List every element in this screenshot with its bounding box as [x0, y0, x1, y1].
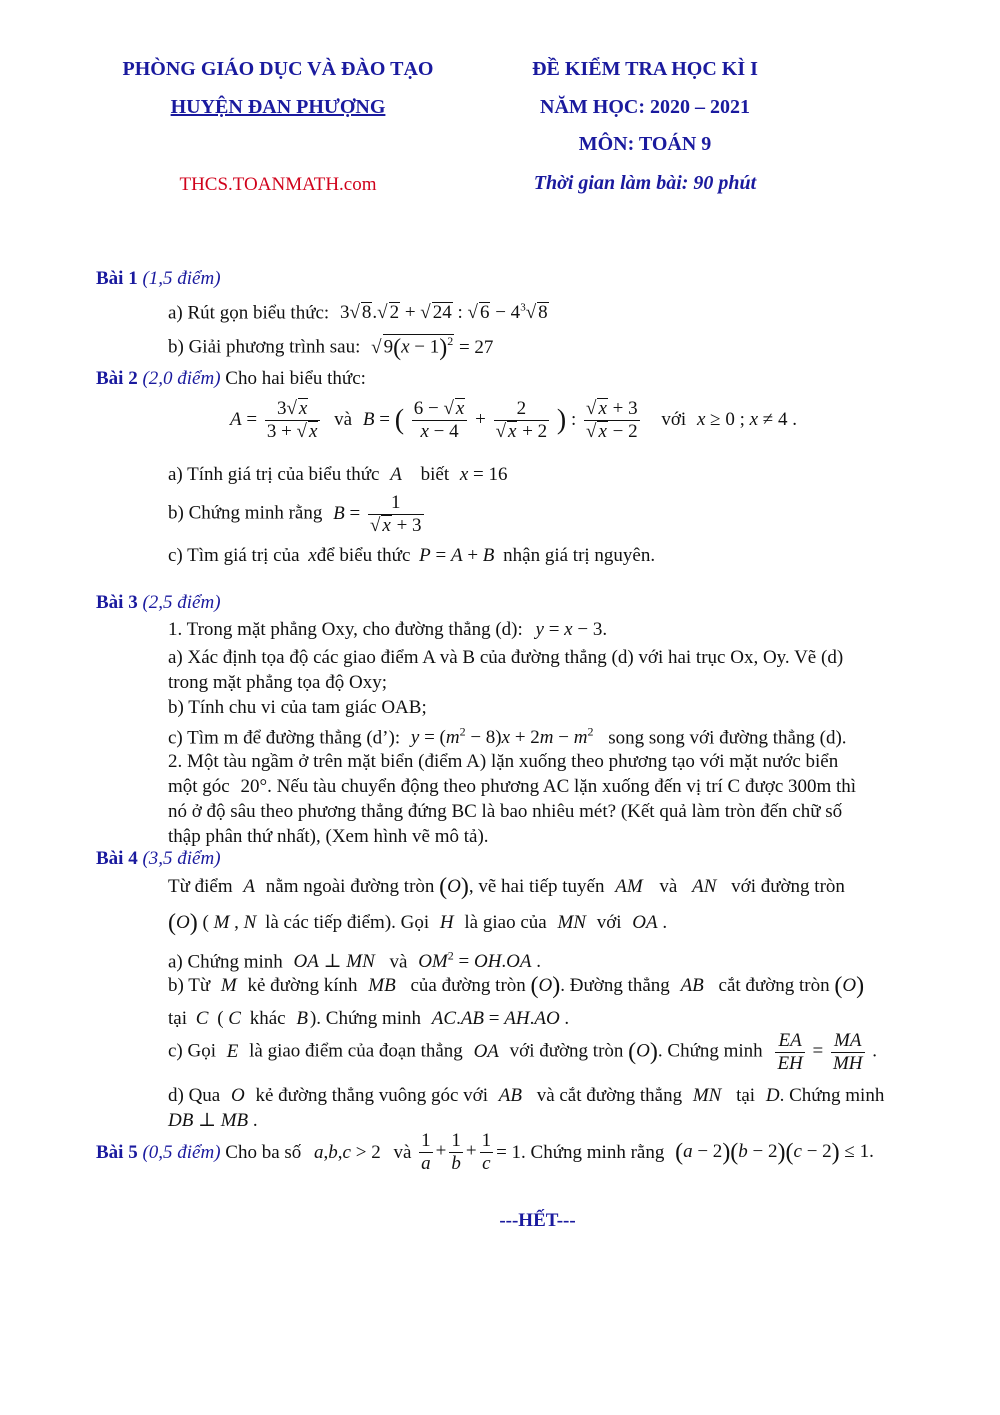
bai3-p2-line3: nó ở độ sâu theo phương thẳng đứng BC là bao nhiêu mét? (Kết quả làm tròn đến chữ số — [168, 801, 843, 822]
bai1-label: Bài 1 — [96, 268, 138, 289]
bai2-a-biet: biết — [420, 464, 450, 485]
voi-text: với — [661, 408, 687, 430]
bai1-a — [168, 296, 906, 325]
bai3-heading — [96, 592, 221, 614]
bai2-c: c) Tìm giá trị của xđể biểu thức P = A + B nhận giá trị nguyên. — [168, 545, 656, 566]
school-year: NĂM HỌC: 2020 – 2021 — [540, 96, 750, 118]
bai4-d-line2: DB ⊥ MB . — [168, 1110, 258, 1131]
bai3-c: c) Tìm m để đường thẳng (d’): $y = (m^2 - 8)x + 2m - m^2$ song song với đường thẳng (d). — [168, 725, 847, 749]
bai3-p1: 1. Trong mặt phẳng Oxy, cho đường thẳng (d): y = x − 3. — [168, 619, 608, 640]
bai3-p2-line4: thập phân thứ nhất), (Xem hình vẽ mô tả). — [168, 826, 489, 847]
bai1-b-expr: √ $9(x - 1)^2 = 27$ — [371, 334, 494, 361]
bai4-heading — [96, 848, 221, 870]
bai2-a-text: a) Tính giá trị của biểu thức — [168, 464, 380, 485]
bai3-p2-line2: một góc 20°. Nếu tàu chuyển động theo phương AC lặn xuống đến vị trí C được 300m thì — [168, 776, 857, 797]
bai1-a-text: a) Rút gọn biểu thức: — [168, 302, 330, 324]
bai2-expressions: A = $\frac{3√ x}{3 + √ x}$ và B = ( $\frac{6 - √ x}{x - 4}$ + $\frac{2}{√ x + 2}$ ) : $\frac{√ x + 3}{√ x - 2}$ với x ≥ 0 ; x ≠ 4 . — [230, 398, 797, 442]
bai4-label: Bài 4 — [96, 848, 138, 869]
bai3-points: (2,5 điểm) — [142, 592, 221, 613]
bai3-p2-line1: 2. Một tàu ngầm ở trên mặt biển (điểm A) lặn xuống theo phương tạo với mặt nước biển — [168, 751, 839, 772]
bai3-label: Bài 3 — [96, 592, 138, 613]
bai4-b-line2: tại C ( C khác B ). Chứng minh AC.AB = AH.AO . — [168, 1008, 570, 1029]
bai1-points: (1,5 điểm) — [142, 268, 221, 289]
time-limit: Thời gian làm bài: 90 phút — [533, 172, 757, 194]
bai4-b-line1: b) Từ M kẻ đường kính MB của đường tròn (O). Đường thẳng AB cắt đường tròn (O) — [168, 973, 865, 1000]
bai2-heading — [96, 368, 366, 390]
bai5: Bài 5 (0,5 điểm) Cho ba số a,b,c > 2 và $\frac{1}{a}$ + $\frac{1}{b}$ + $\frac{1}{c}$ = 1. Chứng minh rằng (a − 2)(b − 2)(c − 2) ≤ 1. — [96, 1130, 874, 1174]
bai3-a-line2: trong mặt phẳng tọa độ Oxy; — [168, 672, 387, 693]
A-fraction: $\frac{3√ x}{3 + √ x}$ — [265, 398, 321, 443]
district-title: HUYỆN ĐAN PHƯỢNG — [170, 96, 386, 118]
website-label: THCS.TOANMATH.com — [179, 174, 377, 195]
department-title: PHÒNG GIÁO DỤC VÀ ĐÀO TẠO — [122, 58, 434, 80]
subject: MÔN: TOÁN 9 — [578, 133, 712, 155]
bai4-intro-line1: Từ điểm A nằm ngoài đường tròn (O), vẽ hai tiếp tuyến AM và AN với đường tròn — [168, 874, 845, 901]
bai2-b: b) Chứng minh rằng B = $\frac{1}{√ x + 3}$ — [168, 492, 422, 536]
va-text: và — [334, 408, 353, 430]
bai2-b-text: b) Chứng minh rằng — [168, 502, 323, 524]
bai2-c-text2: để biểu thức — [316, 545, 411, 566]
bai2-a: a) Tính giá trị của biểu thức A biết x = 16 — [168, 464, 508, 485]
bai2-label: Bài 2 — [96, 368, 138, 389]
bai1-heading — [96, 268, 221, 290]
end-marker: ---HẾT--- — [499, 1210, 576, 1231]
bai2-c-text3: nhận giá trị nguyên. — [503, 545, 656, 566]
bai4-d-line1: d) Qua O kẻ đường thẳng vuông góc với AB và cắt đường thẳng MN tại D. Chứng minh — [168, 1085, 885, 1106]
exam-title: ĐỀ KIỂM TRA HỌC KÌ I — [532, 58, 758, 80]
bai1-b-text: b) Giải phương trình sau: — [168, 336, 361, 358]
bai3-a-line1: a) Xác định tọa độ các giao điểm A và B của đường thẳng (d) với hai trục Ox, Oy. Vẽ (d) — [168, 647, 844, 668]
bai2-c-text1: c) Tìm giá trị của — [168, 545, 300, 566]
bai4-c: c) Gọi E là giao điểm của đoạn thẳng OA với đường tròn (O). Chứng minh $\frac{EA}{EH}$ = $\frac{MA}{MH}$ . — [168, 1030, 878, 1074]
bai2-points: (2,0 điểm) — [142, 368, 221, 389]
bai4-a: a) Chứng minh OA ⊥ MN và $OM^2 = OH.OA$ . — [168, 949, 541, 973]
bai5-points: (0,5 điểm) — [142, 1141, 221, 1163]
bai4-points: (3,5 điểm) — [142, 848, 221, 869]
bai1-b — [168, 334, 906, 361]
bai4-intro-line2: (O) ( M , N là các tiếp điểm). Gọi H là giao của MN với OA . — [168, 910, 668, 937]
bai5-label: Bài 5 — [96, 1141, 138, 1163]
bai1-a-expr: 3√ 8.√ 2 + √ 24 : √ $6 - 4^3√$ 8 — [339, 302, 548, 324]
bai2-intro: Cho hai biểu thức: — [225, 368, 366, 389]
bai3-b: b) Tính chu vi của tam giác OAB; — [168, 697, 427, 718]
